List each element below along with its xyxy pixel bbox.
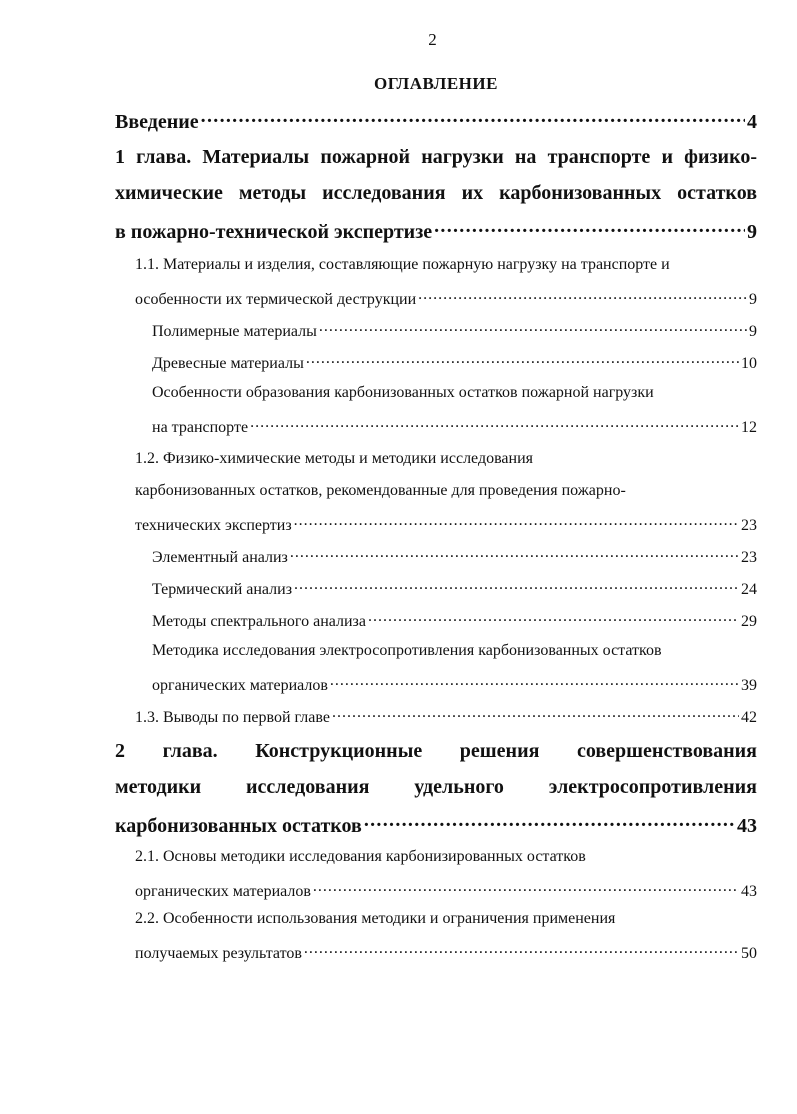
- toc-page-number: 42: [741, 709, 757, 726]
- dot-leader: [201, 108, 745, 128]
- toc-entry-text: 1 глава. Материалы пожарной нагрузки на транспорте и физико-: [115, 146, 757, 168]
- dot-leader: [294, 514, 739, 530]
- toc-entry-carbonized-features[interactable]: [152, 416, 757, 437]
- toc-page-number: 10: [741, 355, 757, 372]
- toc-entry-section-1-2[interactable]: [135, 514, 757, 535]
- toc-page-number: 9: [749, 291, 757, 308]
- toc-entry-polymer-materials[interactable]: [152, 320, 757, 341]
- dot-leader: [250, 416, 739, 432]
- toc-entry-section-1-2-line-2[interactable]: [135, 482, 757, 500]
- toc-page-number: 12: [741, 419, 757, 436]
- toc-entry-text: технических экспертиз: [135, 517, 292, 534]
- toc-entry-resistance-method[interactable]: [152, 674, 757, 695]
- toc-entry-chapter-2-line-2[interactable]: [115, 776, 757, 799]
- toc-entry-resistance-method-line-1[interactable]: [152, 642, 757, 660]
- toc-entry-chapter-1[interactable]: [115, 218, 757, 244]
- dot-leader: [418, 288, 747, 304]
- toc-entry-text: 1.1. Материалы и изделия, составляющие пожарную нагрузку на транспорте и: [135, 256, 670, 273]
- toc-entry-text: Термический анализ: [152, 581, 293, 598]
- toc-page-number: 23: [741, 549, 757, 566]
- toc-entry-text: особенности их термической деструкции: [135, 291, 417, 308]
- toc-page-number: 9: [749, 323, 757, 340]
- toc-entry-text: Элементный анализ: [152, 549, 288, 566]
- toc-title: ОГЛАВЛЕНИЕ: [374, 74, 498, 93]
- toc-entry-text: в пожарно-технической экспертизе: [115, 221, 433, 243]
- toc-entry-text: 2.1. Основы методики исследования карбонизированных остатков: [135, 848, 586, 865]
- page-number: 2: [428, 30, 437, 49]
- toc-page-number: 24: [741, 581, 757, 598]
- toc-entry-text: органических материалов: [135, 883, 311, 900]
- toc-page-number: 50: [741, 945, 757, 962]
- toc-entry-text: Древесные материалы: [152, 355, 304, 372]
- toc-entry-text: методики исследования удельного электросопротивления: [115, 776, 757, 798]
- dot-leader: [304, 942, 739, 958]
- dot-leader: [319, 320, 747, 336]
- toc-entry-text: химические методы исследования их карбонизованных остатков: [115, 182, 757, 204]
- toc-entry-text: Методика исследования электросопротивления карбонизованных остатков: [152, 642, 662, 659]
- toc-entry-text: 1.3. Выводы по первой главе: [135, 709, 330, 726]
- toc-entry-section-2-1[interactable]: [135, 880, 757, 901]
- toc-entry-text: 2.2. Особенности использования методики и ограничения применения: [135, 910, 616, 927]
- dot-leader: [368, 610, 739, 626]
- dot-leader: [313, 880, 739, 896]
- toc-entry-section-2-1-line-1[interactable]: [135, 848, 757, 866]
- toc-entry-text: карбонизованных остатков, рекомендованные для проведения пожарно-: [135, 482, 626, 499]
- toc-entry-text: органических материалов: [152, 677, 328, 694]
- toc-entry-text: получаемых результатов: [135, 945, 302, 962]
- toc-page-number: 43: [737, 815, 757, 837]
- toc-entry-text: Введение: [115, 111, 199, 133]
- toc-page-number: 4: [747, 111, 757, 133]
- toc-page-number: 43: [741, 883, 757, 900]
- toc-page-number: 23: [741, 517, 757, 534]
- toc-entry-elemental-analysis[interactable]: [152, 546, 757, 567]
- toc-entry-chapter-2-line-1[interactable]: [115, 740, 757, 763]
- dot-leader: [290, 546, 739, 562]
- toc-entry-section-1-1[interactable]: [135, 288, 757, 309]
- toc-entry-text: 2 глава. Конструкционные решения совершенствования: [115, 740, 757, 762]
- toc-entry-section-2-2[interactable]: [135, 942, 757, 963]
- dot-leader: [294, 578, 739, 594]
- toc-entry-chapter-1-line-1[interactable]: [115, 146, 757, 169]
- toc-entry-introduction[interactable]: [115, 108, 757, 134]
- toc-entry-section-1-1-line-1[interactable]: [135, 256, 757, 274]
- toc-entry-section-1-2-line-1[interactable]: [135, 450, 757, 468]
- toc-entry-carbonized-features-line-1[interactable]: [152, 384, 757, 402]
- toc-entry-chapter-2[interactable]: [115, 812, 757, 838]
- toc-entry-chapter-1-line-2[interactable]: [115, 182, 757, 205]
- dot-leader: [330, 674, 739, 690]
- toc-entry-text: Полимерные материалы: [152, 323, 317, 340]
- toc-entry-spectral-methods[interactable]: [152, 610, 757, 631]
- toc-entry-text: карбонизованных остатков: [115, 815, 362, 837]
- toc-page-number: 9: [747, 221, 757, 243]
- dot-leader: [306, 352, 739, 368]
- toc-entry-section-2-2-line-1[interactable]: [135, 910, 757, 928]
- dot-leader: [332, 706, 739, 722]
- toc-entry-section-1-3[interactable]: [135, 706, 757, 727]
- toc-entry-text: Особенности образования карбонизованных остатков пожарной нагрузки: [152, 384, 654, 401]
- dot-leader: [364, 812, 735, 832]
- toc-entry-text: 1.2. Физико-химические методы и методики исследования: [135, 450, 534, 467]
- toc-page-number: 29: [741, 613, 757, 630]
- toc-entry-text: Методы спектрального анализа: [152, 613, 366, 630]
- toc-page-number: 39: [741, 677, 757, 694]
- toc-entry-text: на транспорте: [152, 419, 249, 436]
- toc-entry-thermal-analysis[interactable]: [152, 578, 757, 599]
- toc-entry-wood-materials[interactable]: [152, 352, 757, 373]
- dot-leader: [434, 218, 745, 238]
